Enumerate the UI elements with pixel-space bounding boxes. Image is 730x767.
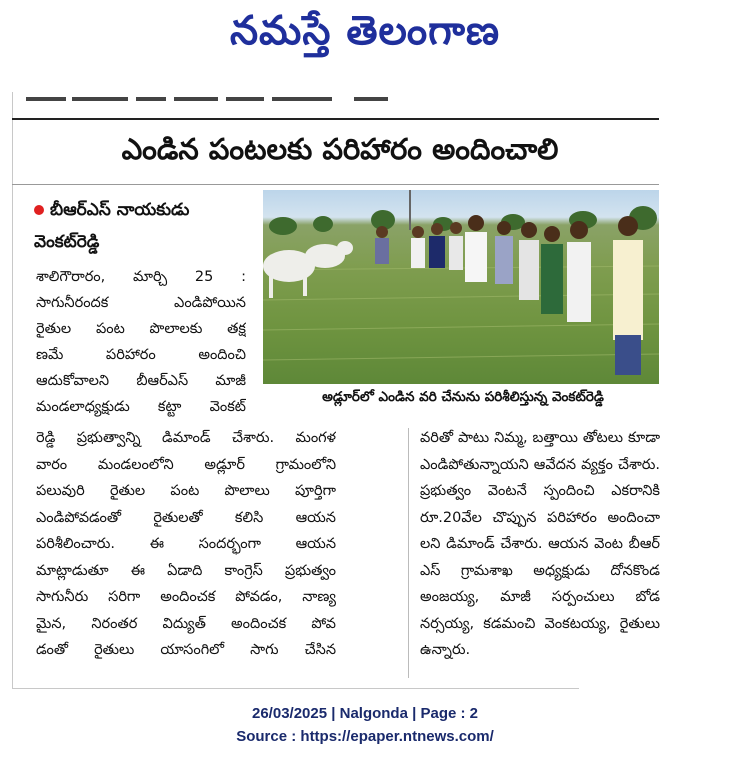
body-line: ఎండిపోతున్నాయని ఆవేదన వ్యక్తం చేశారు. xyxy=(420,456,660,473)
body-line: వరితో పాటు నిమ్మ, బత్తాయి తోటలు కూడా xyxy=(420,430,660,446)
top-rule xyxy=(12,118,659,120)
body-line: ఎస్ గ్రామశాఖ అధ్యక్షుడు దోనకొండ xyxy=(420,562,660,579)
cut-off-previous-line xyxy=(24,94,424,104)
body-line: పరిశీలించారు. ఈ సందర్భంగా ఆయన xyxy=(36,536,336,552)
body-line: ఆదుకోవాలని బీఆర్ఎస్ మాజీ xyxy=(36,373,246,389)
body-line: ప్రభుత్వం వెంటనే స్పందించి ఎకరానికి xyxy=(420,483,660,499)
photo-caption: అడ్లూర్‌లో ఎండిన వరి చేనును పరిశీలిస్తున్న వెంకట్‌రెడ్డి xyxy=(322,389,604,405)
sub-heading-line1 xyxy=(34,200,189,224)
body-line: లని డిమాండ్ చేశారు. ఆయన వెంట బీఆర్ xyxy=(420,536,660,552)
body-line: సాగునీరు సరిగా అందించక పోవడం, నాణ్య xyxy=(36,589,336,605)
bullet-icon xyxy=(34,205,44,215)
body-column-2 xyxy=(36,425,336,664)
masthead-title: నమస్తే తెలంగాణ xyxy=(229,8,501,54)
article-photo xyxy=(263,190,659,384)
masthead xyxy=(0,0,730,80)
headline-rule xyxy=(12,184,659,185)
body-line: పలువురి రైతుల పంట పొలాలు పూర్తిగా xyxy=(36,483,336,499)
footer-date-edition: 26/03/2025 | Nalgonda | Page : 2 xyxy=(252,705,478,722)
body-line: అంజయ్య, మాజీ సర్పంచులు బోడ xyxy=(420,589,660,605)
body-line: రెడ్డి ప్రభుత్వాన్ని డిమాండ్ చేశారు. మంగళ xyxy=(36,430,336,446)
cut-text-remnant xyxy=(24,94,424,104)
column-divider xyxy=(408,428,409,678)
body-column-1 xyxy=(36,264,246,420)
headline: ఎండిన పంటలకు పరిహారం అందించాలి xyxy=(121,132,559,166)
body-line: మండలాధ్యక్షుడు కట్టా వెంకట్ xyxy=(36,399,246,415)
body-line: నర్సయ్య, కడమంచి వెంకటయ్య, రైతులు xyxy=(420,615,660,632)
body-line: రైతుల పంట పొలాలకు తక్ష xyxy=(36,321,246,337)
body-line: ఉన్నారు. xyxy=(420,642,471,658)
sub-heading-line2: వెంకట్‌రెడ్డి xyxy=(34,232,100,252)
body-line: రూ.20వేల చొప్పున పరిహారం అందించా xyxy=(420,509,660,526)
body-line: డంతో రైతులు యాసంగిలో సాగు చేసిన xyxy=(36,642,336,658)
body-line: ఎండిపోవడంతో రైతులతో కలిసి ఆయన xyxy=(36,509,336,526)
sub-heading-text1: బీఆర్ఎస్ నాయకుడు xyxy=(50,200,190,220)
body-column-3 xyxy=(420,425,660,664)
body-line: శాలిగౌరారం, మార్చి 25 : xyxy=(36,269,246,285)
body-line: ణమే పరిహారం అందించి xyxy=(36,347,246,363)
body-line: మాట్లాడుతూ ఈ ఏడాది కాంగ్రెస్ ప్రభుత్వం xyxy=(36,562,336,579)
body-line: వారం మండలంలోని అడ్లూర్ గ్రామంలోని xyxy=(36,456,336,473)
body-line: సాగునీరందక ఎండిపోయిన xyxy=(36,295,246,311)
footer-source: Source : https://epaper.ntnews.com/ xyxy=(236,728,494,745)
farmers-in-field-photo xyxy=(263,190,659,384)
body-line: మైన, నిరంతర విద్యుత్ అందించక పోవ xyxy=(36,615,336,632)
